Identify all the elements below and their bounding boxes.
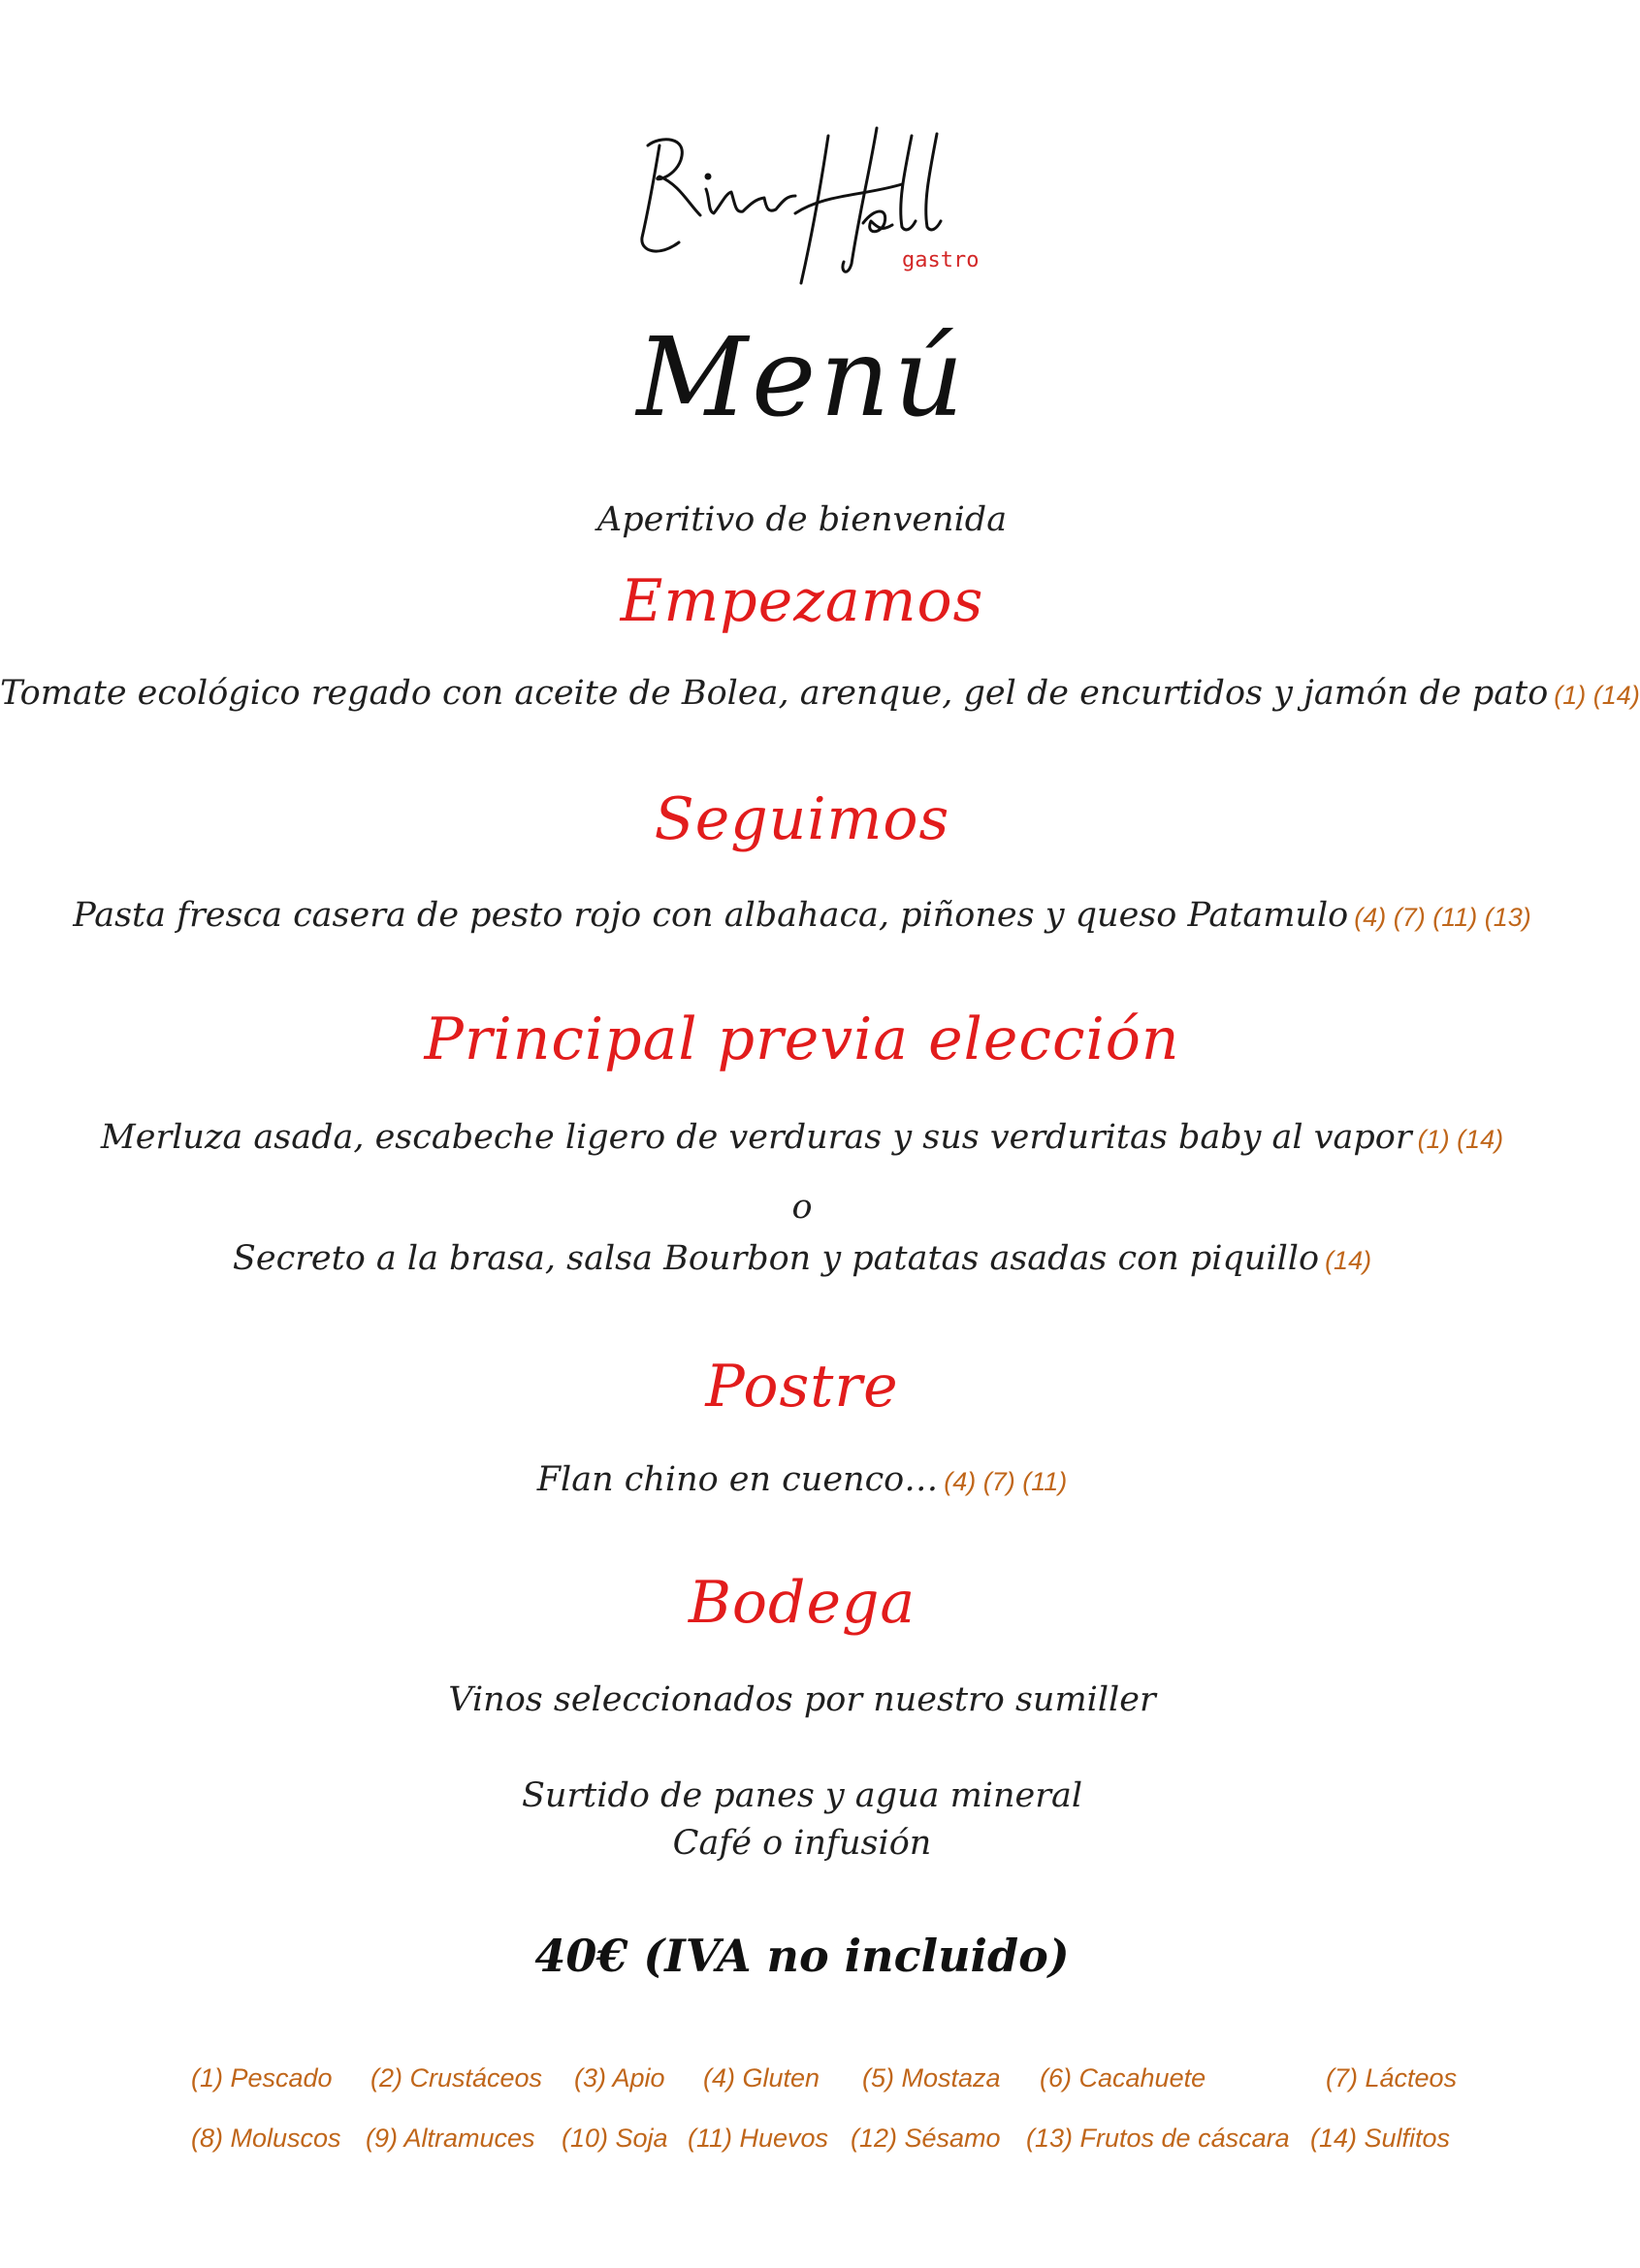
menu-title: Menú	[636, 315, 968, 441]
allergen-codes: (14)	[1325, 1246, 1372, 1275]
legend-item: (4) Gluten	[703, 2063, 820, 2092]
dish-text: Pasta fresca casera de pesto rojo con albahaca, piñones y queso Patamulo	[73, 896, 1349, 935]
allergen-codes: (1) (14)	[1417, 1125, 1504, 1154]
legend-item: (1) Pescado	[191, 2063, 333, 2092]
choice-or: o	[791, 1188, 813, 1227]
heading-bodega: Bodega	[688, 1569, 916, 1637]
menu-price: 40€ (IVA no incluido)	[534, 1930, 1070, 1982]
legend-item: (8) Moluscos	[191, 2124, 341, 2153]
dish-principal-1	[0, 1118, 1604, 1157]
legend-item: (2) Crustáceos	[370, 2063, 543, 2092]
dish-seguimos	[0, 896, 1604, 935]
allergen-codes: (4) (7) (11) (13)	[1354, 903, 1531, 932]
legend-item: (10) Soja	[562, 2124, 668, 2153]
dish-text: Secreto a la brasa, salsa Bourbon y patatas asadas con piquillo	[232, 1239, 1320, 1278]
dish-text: Tomate ecológico regado con aceite de Bolea, arenque, gel de encurtidos y jamón de pato	[0, 674, 1549, 713]
dish-postre	[0, 1460, 1604, 1499]
legend-item: (6) Cacahuete	[1040, 2063, 1206, 2092]
legend-item: (11) Huevos	[688, 2124, 829, 2153]
legend-item: (12) Sésamo	[851, 2124, 1001, 2153]
legend-item: (7) Lácteos	[1326, 2063, 1458, 2092]
legend-item: (5) Mostaza	[862, 2063, 1001, 2092]
legend-item: (9) Altramuces	[366, 2124, 535, 2153]
heading-seguimos: Seguimos	[654, 785, 950, 853]
logo-sub: gastro	[902, 248, 980, 272]
dish-empezamos	[0, 674, 1640, 713]
welcome-aperitif: Aperitivo de bienvenida	[596, 500, 1008, 539]
extra-coffee: Café o infusión	[672, 1824, 932, 1863]
dish-text: Merluza asada, escabeche ligero de verduras y sus verduritas baby al vapor	[100, 1118, 1412, 1157]
heading-postre: Postre	[705, 1353, 899, 1421]
legend-item: (13) Frutos de cáscara	[1026, 2124, 1290, 2153]
legend-item: (14) Sulfitos	[1310, 2124, 1451, 2153]
heading-empezamos: Empezamos	[620, 567, 984, 635]
legend-item: (3) Apio	[574, 2063, 665, 2092]
dish-bodega: Vinos seleccionados por nuestro sumiller	[448, 1680, 1156, 1719]
dish-text: Flan chino en cuenco…	[536, 1460, 939, 1499]
allergen-codes: (4) (7) (11)	[944, 1467, 1068, 1496]
extra-bread-water: Surtido de panes y agua mineral	[521, 1776, 1083, 1815]
dish-principal-2	[0, 1239, 1604, 1278]
allergen-codes: (1) (14)	[1554, 681, 1640, 710]
heading-principal: Principal previa elección	[424, 1006, 1180, 1073]
